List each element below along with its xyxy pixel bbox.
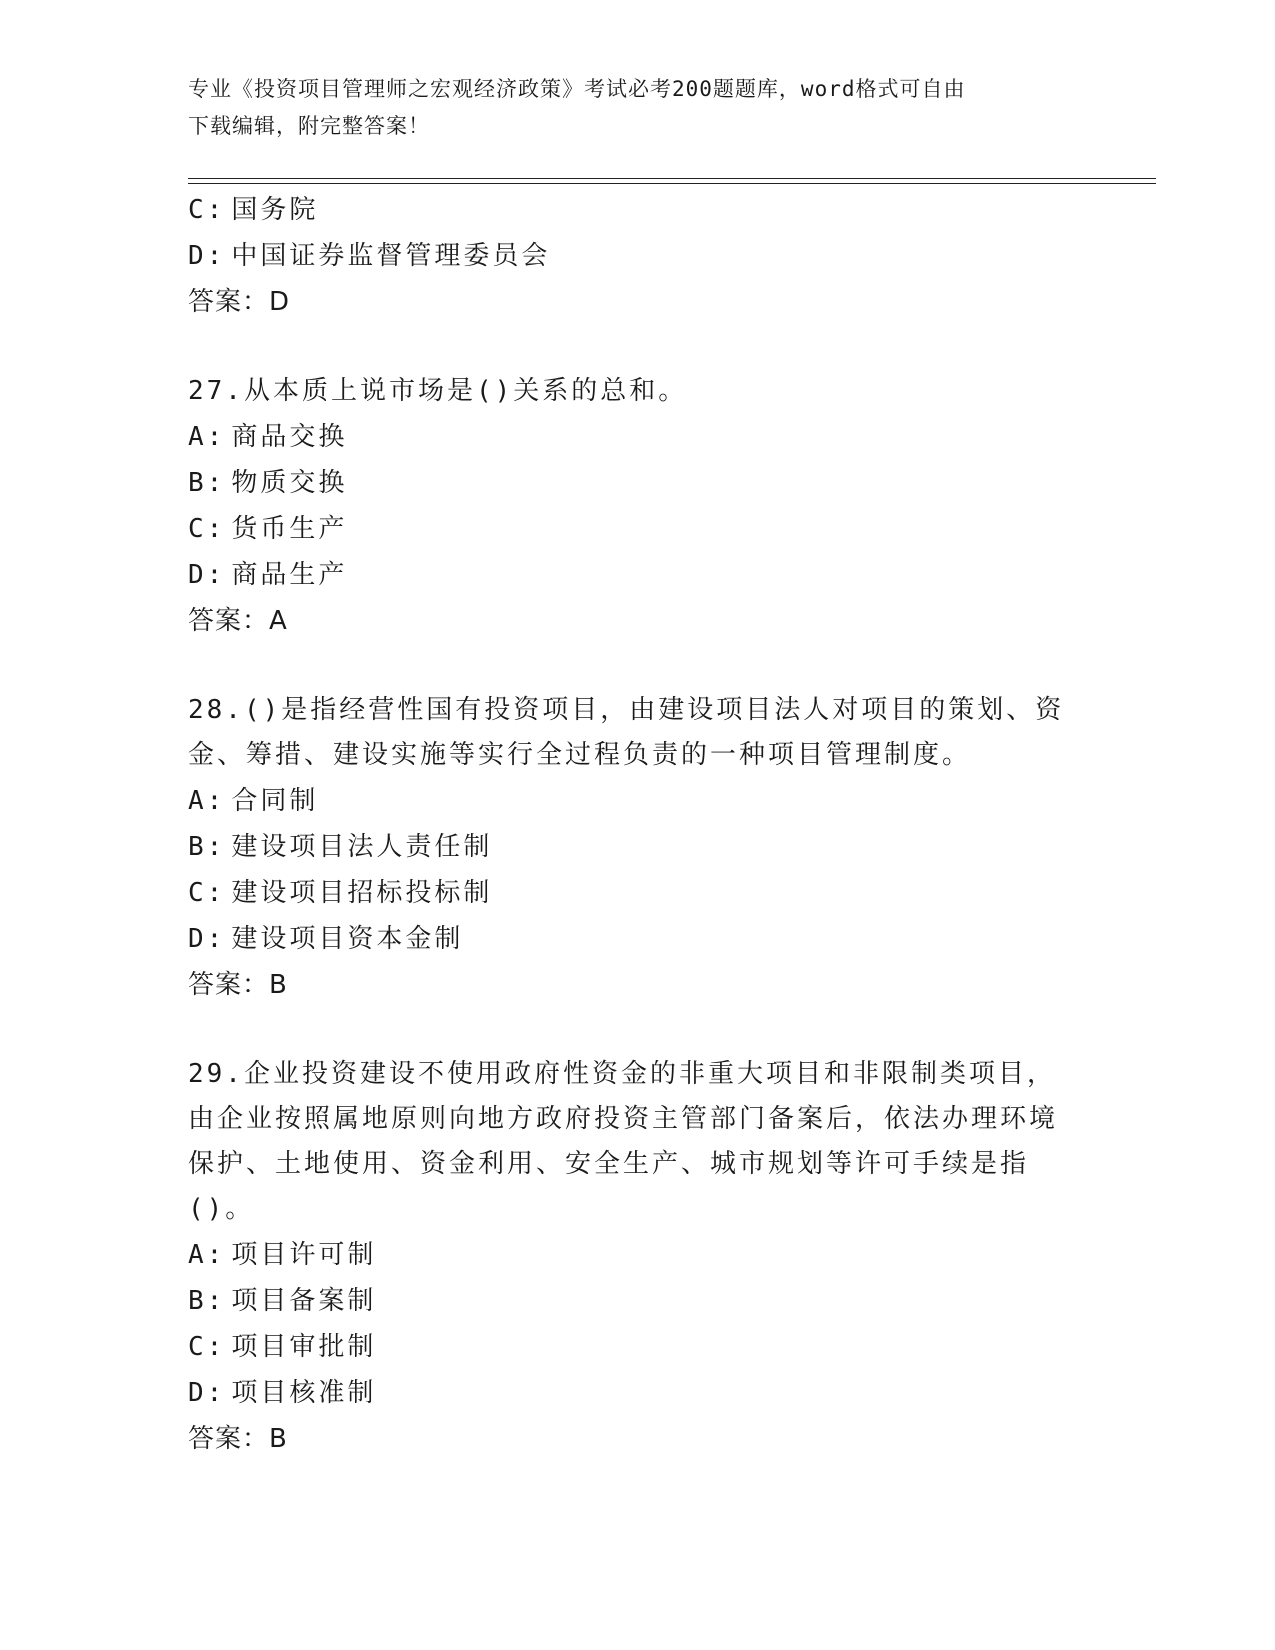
option-letter: A:: [188, 422, 226, 452]
option-b: [188, 824, 1088, 870]
question-list: [188, 187, 1088, 1506]
option-letter: A:: [188, 1240, 226, 1270]
option-a: [188, 778, 1088, 824]
option-letter: B:: [188, 1286, 226, 1316]
option-text: 商品交换: [231, 422, 348, 452]
option-a: [188, 1232, 1088, 1278]
header-divider-top: [188, 178, 1156, 179]
option-b: [188, 460, 1088, 506]
option-text: 项目审批制: [231, 1332, 377, 1362]
option-c: [188, 1324, 1088, 1370]
option-text: 项目备案制: [231, 1286, 377, 1316]
option-text: 国务院: [231, 195, 319, 225]
option-c: [188, 506, 1088, 552]
option-text: 项目许可制: [231, 1240, 377, 1270]
header-line-1: 专业《投资项目管理师之宏观经济政策》考试必考200题题库，word格式可自由: [188, 77, 966, 101]
option-letter: A:: [188, 786, 226, 816]
question-27: [188, 369, 1088, 644]
option-d: [188, 233, 1088, 279]
option-letter: D:: [188, 560, 226, 590]
question-29: [188, 1052, 1088, 1462]
option-text: 项目核准制: [231, 1378, 377, 1408]
option-letter: C:: [188, 514, 226, 544]
answer-line: 答案：B: [188, 1424, 288, 1454]
question-28: [188, 688, 1088, 1008]
question-26-tail: [188, 187, 1088, 325]
option-text: 中国证券监督管理委员会: [231, 241, 551, 271]
option-letter: C:: [188, 195, 226, 225]
answer-line: 答案：B: [188, 970, 288, 1000]
option-b: [188, 1278, 1088, 1324]
option-text: 物质交换: [231, 468, 348, 498]
option-letter: C:: [188, 1332, 226, 1362]
question-text: 27.从本质上说市场是()关系的总和。: [188, 376, 688, 406]
header-divider-bottom: [188, 183, 1156, 184]
option-letter: C:: [188, 878, 226, 908]
option-letter: B:: [188, 832, 226, 862]
option-text: 建设项目招标投标制: [231, 878, 493, 908]
option-text: 货币生产: [231, 514, 348, 544]
option-letter: D:: [188, 924, 226, 954]
document-header: [188, 71, 1088, 145]
option-text: 合同制: [231, 786, 319, 816]
answer-line: 答案：A: [188, 606, 288, 636]
option-letter: D:: [188, 241, 226, 271]
option-text: 商品生产: [231, 560, 348, 590]
option-text: 建设项目资本金制: [231, 924, 464, 954]
option-letter: B:: [188, 468, 226, 498]
option-c: [188, 870, 1088, 916]
header-line-2: 下载编辑，附完整答案！: [188, 114, 430, 138]
option-d: [188, 552, 1088, 598]
question-text: 29.企业投资建设不使用政府性资金的非重大项目和非限制类项目，由企业按照属地原则向地方政府投资主管部门备案后，依法办理环境保护、土地使用、资金利用、安全生产、城市规划等许可手续是指()。: [188, 1059, 1059, 1224]
question-text: 28.()是指经营性国有投资项目，由建设项目法人对项目的策划、资金、筹措、建设实施等实行全过程负责的一种项目管理制度。: [188, 695, 1065, 770]
option-a: [188, 414, 1088, 460]
option-letter: D:: [188, 1378, 226, 1408]
option-d: [188, 1370, 1088, 1416]
option-text: 建设项目法人责任制: [231, 832, 493, 862]
option-c: [188, 187, 1088, 233]
option-d: [188, 916, 1088, 962]
answer-line: 答案：D: [188, 287, 291, 317]
